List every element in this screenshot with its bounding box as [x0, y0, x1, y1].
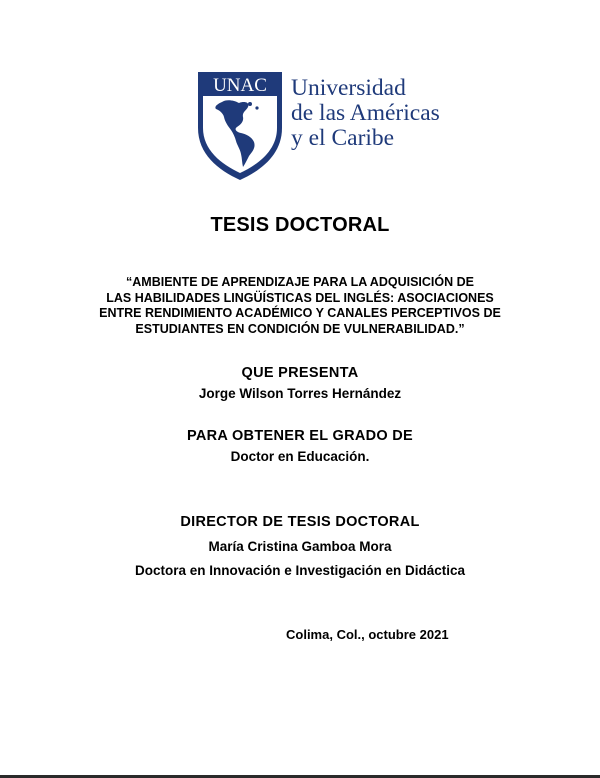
- degree-label: PARA OBTENER EL GRADO DE: [186, 428, 414, 444]
- thesis-title-line-2: LAS HABILIDADES LINGÜÍSTICAS DEL INGLÉS: ASOCIACIONES: [106, 290, 494, 305]
- thesis-title-line-3: ENTRE RENDIMIENTO ACADÉMICO Y CANALES PERCEPTIVOS DE: [99, 306, 501, 320]
- university-name-line-1: Universidad: [291, 75, 406, 101]
- university-name-line-2: de las Américas: [291, 100, 440, 126]
- unac-shield-logo: [196, 70, 284, 182]
- thesis-title-line-4: ESTUDIANTES EN CONDICIÓN DE VULNERABILIDAD.”: [135, 321, 465, 336]
- thesis-title: [0, 275, 600, 337]
- university-logo: [196, 70, 476, 182]
- degree-name: Doctor en Educación.: [230, 449, 370, 464]
- place-and-date: Colima, Col., octubre 2021: [286, 627, 449, 642]
- document-type-heading: TESIS DOCTORAL: [210, 214, 390, 236]
- thesis-title-line-1: “AMBIENTE DE APRENDIZAJE PARA LA ADQUISICIÓN DE: [126, 275, 474, 289]
- university-name-line-3: y el Caribe: [291, 125, 395, 151]
- university-name: [291, 76, 440, 151]
- logo-acronym: UNAC: [213, 75, 267, 96]
- director-label: DIRECTOR DE TESIS DOCTORAL: [180, 514, 420, 530]
- director-name: María Cristina Gamboa Mora: [208, 539, 392, 554]
- presented-by-label: QUE PRESENTA: [241, 365, 359, 381]
- author-name: Jorge Wilson Torres Hernández: [198, 386, 402, 401]
- director-title: Doctora en Innovación e Investigación en Didáctica: [134, 563, 466, 578]
